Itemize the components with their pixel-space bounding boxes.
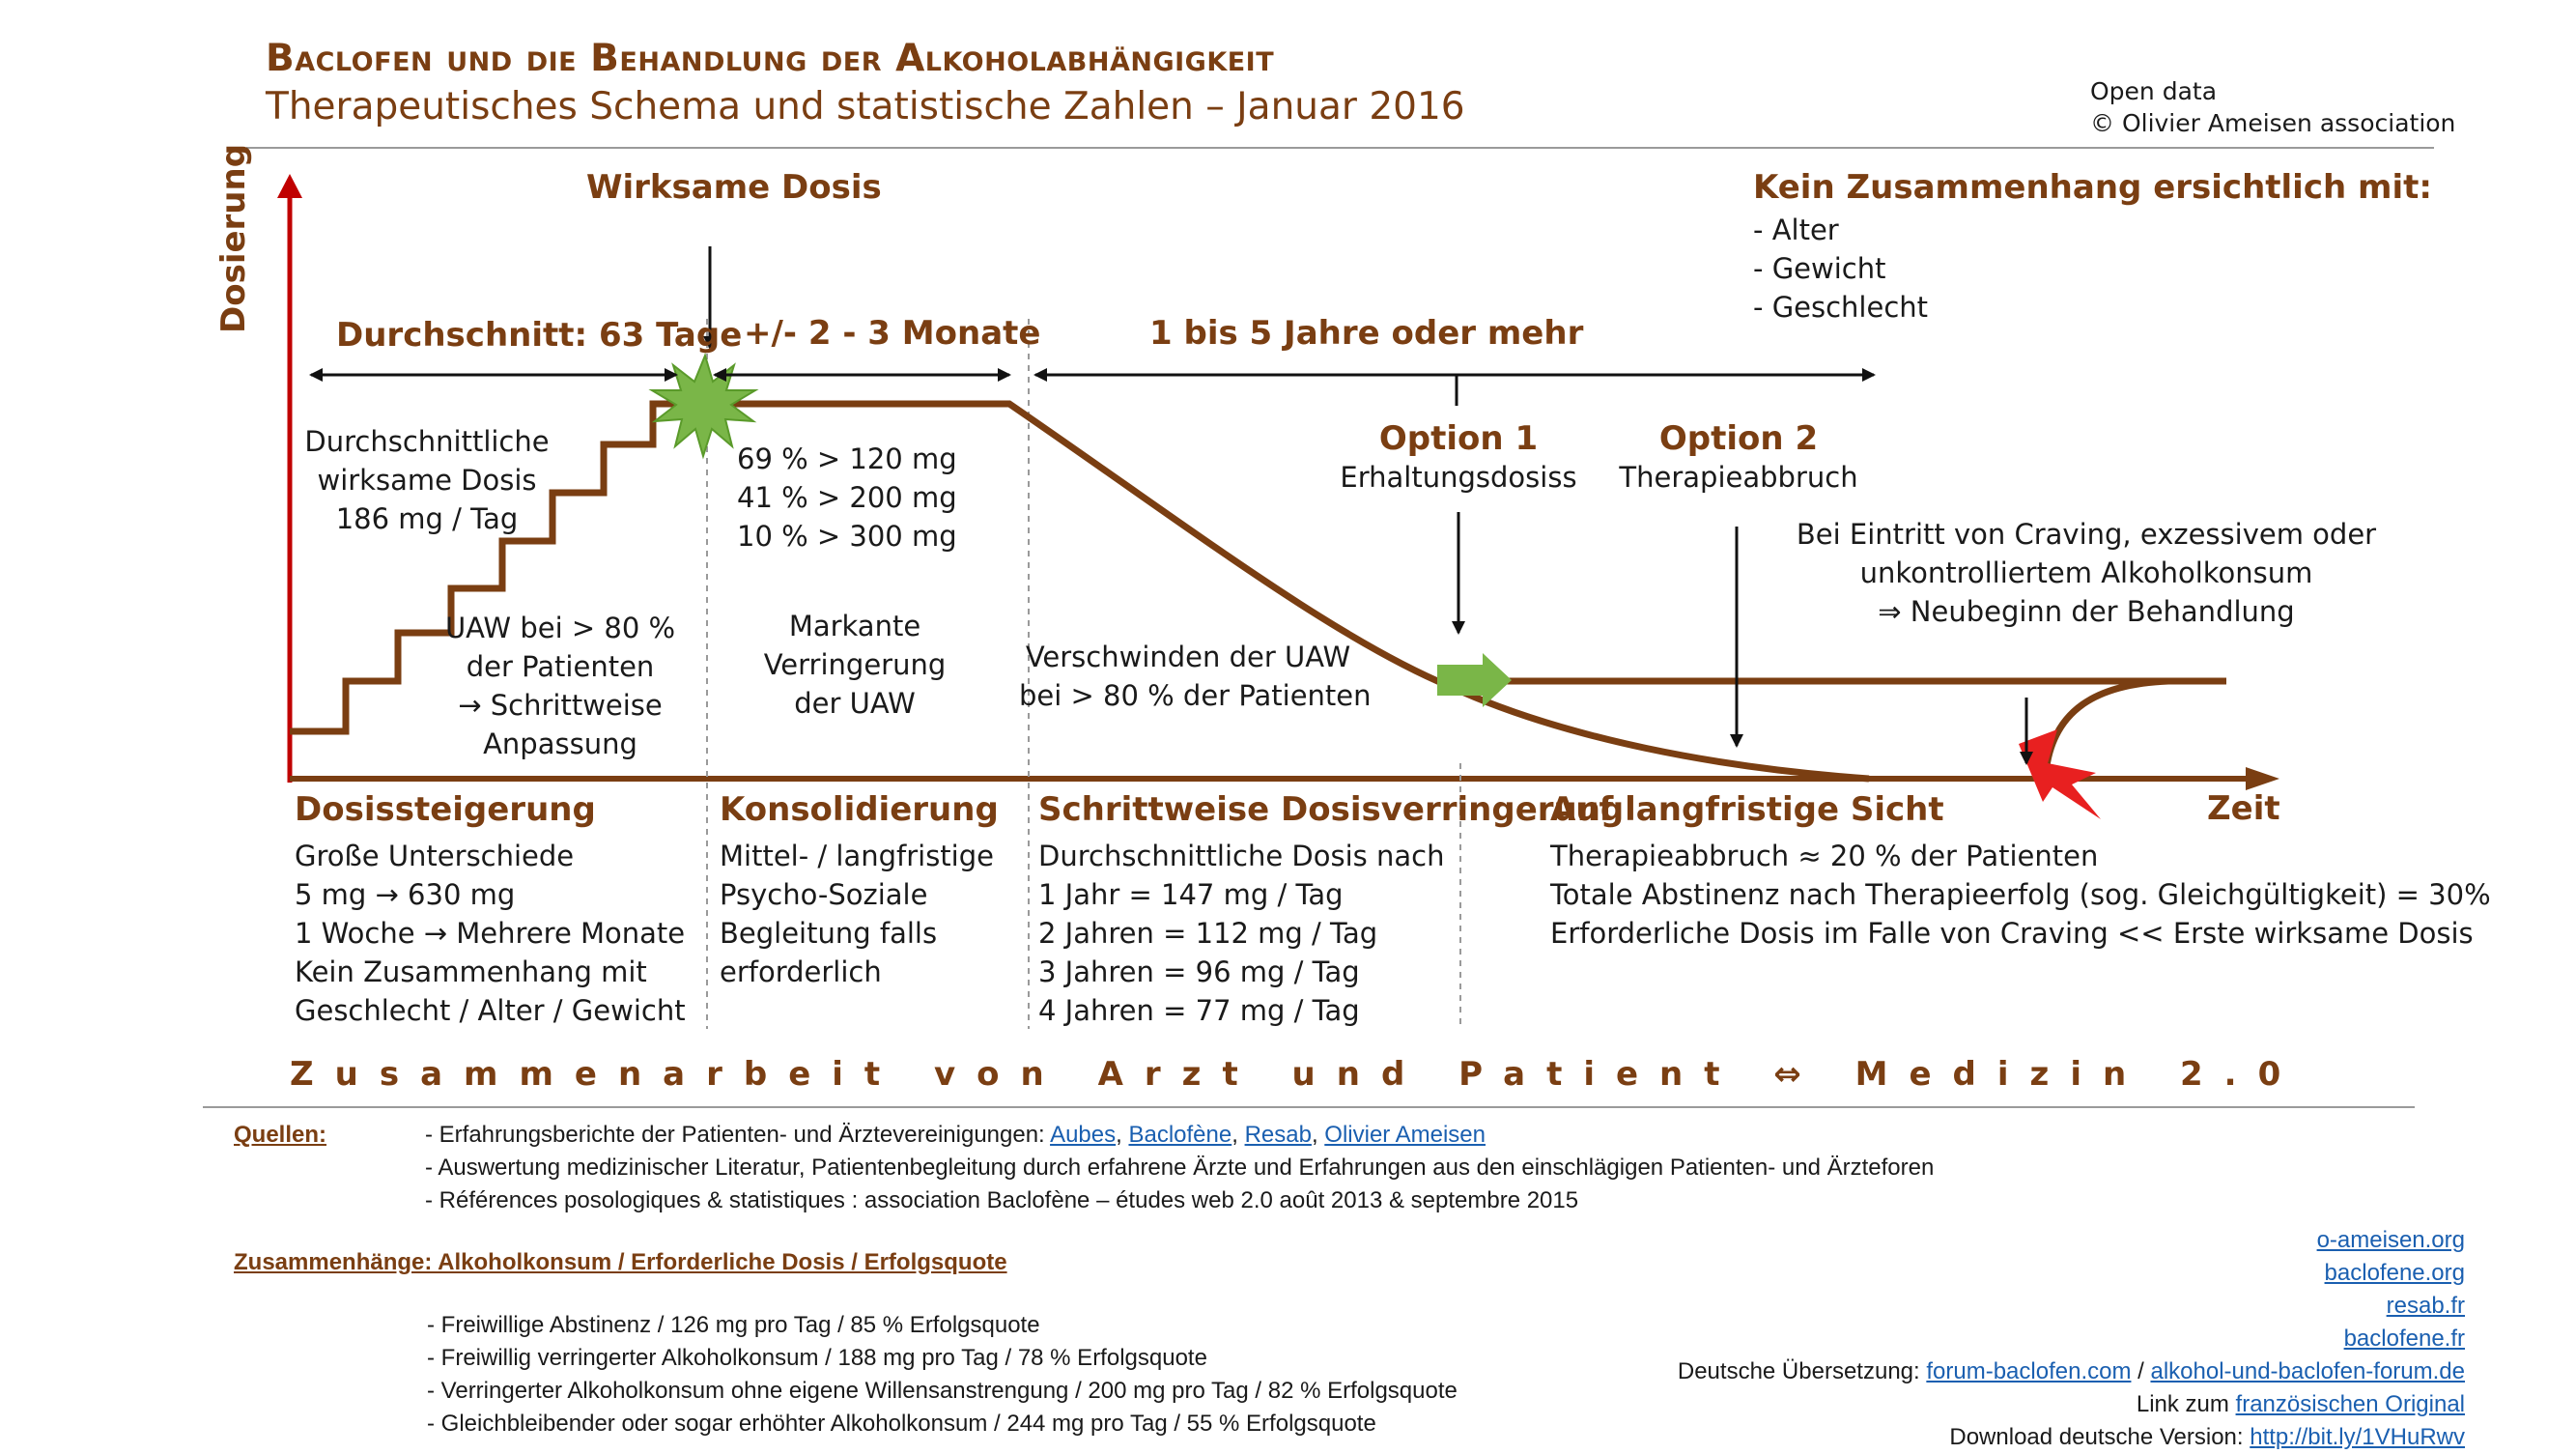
link-download[interactable]: http://bit.ly/1VHuRwv [2250,1424,2465,1450]
link-baclofene-org[interactable]: baclofene.org [2324,1260,2465,1286]
no-relation-title: Kein Zusammenhang ersichtlich mit: [1753,168,2432,207]
text-line: wirksame Dosis [317,464,537,497]
list-item: - Freiwillige Abstinenz / 126 mg pro Tag / 85 % Erfolgsquote [427,1312,1040,1338]
phase-text [720,837,999,991]
text-line: Kein Zusammenhang mit [295,955,647,988]
text-line: → Schrittweise [458,689,663,722]
text-line: Durchschnittliche [304,425,550,458]
phase-title: Dosissteigerung [295,790,596,829]
text-line: Verringerung [763,648,947,681]
text-line: der Patienten [466,650,655,683]
phase-text [1550,837,2491,953]
years-label: 1 bis 5 Jahre oder mehr [1149,314,1584,353]
phase-text [295,837,686,1030]
text-line: Geschlecht / Alter / Gewicht [295,994,686,1027]
link-aubes[interactable]: Aubes [1050,1122,1117,1148]
restart-curve [2046,681,2168,773]
months-label: +/- 2 - 3 Monate [744,314,1041,353]
text-line: Markante [788,610,921,642]
text-line: 1 Woche → Mehrere Monate [295,917,686,950]
text-line: 3 Jahren = 96 mg / Tag [1038,955,1360,988]
text-line: Therapieabbruch ≈ 20 % der Patienten [1550,840,2099,872]
text-line: 41 % > 200 mg [737,481,957,514]
side-effects-text [444,609,676,763]
text-line: Durchschnittliche Dosis nach [1038,840,1445,872]
text-line: 2 Jahren = 112 mg / Tag [1038,917,1378,950]
option-1-block [1314,419,1603,497]
source-line-2: - Auswertung medizinischer Literatur, Patientenbegleitung durch erfahrene Ärzte und Erfahrungen aus den einschlägigen Patienten- und Ärzteforen [425,1155,1935,1181]
phase-consolidation [720,790,999,991]
download-label: Download deutsche Version: [1949,1424,2250,1450]
dose-percentages-text [737,440,957,556]
text-line: bei > 80 % der Patienten [1019,679,1372,712]
copyright-label: © Olivier Ameisen association [2090,109,2456,137]
text-line: ⇒ Neubeginn der Behandlung [1878,595,2295,628]
link-olivier-ameisen[interactable]: Olivier Ameisen [1324,1122,1486,1148]
text-line: 186 mg / Tag [335,502,519,535]
translation-line [1678,1355,2465,1388]
text-line: 4 Jahren = 77 mg / Tag [1038,994,1360,1027]
phase-long-term [1550,790,2491,953]
text-line: Bei Eintritt von Craving, exzessivem oder [1796,518,2377,551]
text-line: erforderlich [720,955,882,988]
sources-list [425,1119,1934,1217]
phase-dose-reduction [1038,790,1624,1030]
phase-title: Konsolidierung [720,790,999,829]
page-title: Baclofen und die Behandlung der Alkoholabhängigkeit [266,37,1275,80]
original-label: Link zum [2136,1391,2236,1417]
text-line: 69 % > 120 mg [737,442,957,475]
average-dose-text [292,422,562,538]
option-2-title: Option 2 [1658,419,1819,458]
phase-text [1038,837,1624,1030]
link-baclofene[interactable]: Baclofène [1128,1122,1232,1148]
list-item: - Alter [1753,211,2432,249]
translation-label: Deutsche Übersetzung: [1677,1358,1927,1384]
x-axis-label: Zeit [2207,789,2280,828]
page-subtitle: Therapeutisches Schema und statistische Zahlen – Januar 2016 [266,85,1465,128]
link-alkohol-forum[interactable]: alkohol-und-baclofen-forum.de [2150,1358,2465,1384]
craving-text [1777,515,2395,631]
original-line [1678,1388,2465,1421]
text-line: der UAW [794,687,916,720]
text-line: Mittel- / langfristige [720,840,994,872]
option-2-block [1594,419,1883,497]
text-line: Anpassung [483,727,637,760]
text-line: Verschwinden der UAW [1025,641,1351,673]
option-2-subtitle: Therapieabbruch [1619,461,1858,494]
text-line: 1 Jahr = 147 mg / Tag [1038,878,1344,911]
text-line: 10 % > 300 mg [737,520,957,553]
y-axis-label: Dosierung [214,143,253,333]
text-line: Erforderliche Dosis im Falle von Craving << Erste wirksame Dosis [1550,917,2474,950]
relations-label: Zusammenhänge: Alkoholkonsum / Erforderliche Dosis / Erfolgsquote [234,1249,1007,1275]
phase-title: Auf langfristige Sicht [1550,790,1944,829]
list-item: - Geschlecht [1753,288,2432,327]
option-1-subtitle: Erhaltungsdosiss [1340,461,1577,494]
text-line: 5 mg → 630 mg [295,878,516,911]
separator: / [2131,1358,2151,1384]
option-1-title: Option 1 [1378,419,1539,458]
link-french-original[interactable]: französischen Original [2235,1391,2465,1417]
links-block [1678,1224,2465,1454]
no-relation-list [1753,211,2432,327]
sources-label: Quellen: [234,1122,327,1148]
phase-title: Schrittweise Dosisverringerung [1038,790,1625,829]
effective-dose-label: Wirksame Dosis [586,168,882,207]
text-line: unkontrolliertem Alkoholkonsum [1859,556,2313,589]
relations-list [427,1309,1458,1440]
source-line-1: - Erfahrungsberichte der Patienten- und Ärztevereinigungen: Aubes, Baclofène, Resab, Olivier Ameisen [425,1122,1486,1148]
list-item: - Freiwillig verringerter Alkoholkonsum / 188 mg pro Tag / 78 % Erfolgsquote [427,1345,1207,1371]
text-line: Totale Abstinenz nach Therapieerfolg (sog. Gleichgültigkeit) = 30% [1550,878,2491,911]
cooperation-banner: Zusammenarbeit von Arzt und Patient ⇔ Medizin 2.0 [290,1055,2303,1094]
text-line: Große Unterschiede [295,840,575,872]
source-line-3: - Références posologiques & statistiques : association Baclofène – études web 2.0 août 2013 & septembre 2015 [425,1187,1579,1213]
x-axis [290,767,2279,790]
list-item: - Gewicht [1753,249,2432,288]
link-forum-baclofen[interactable]: forum-baclofen.com [1926,1358,2132,1384]
link-resab-fr[interactable]: resab.fr [2386,1293,2465,1319]
link-baclofene-fr[interactable]: baclofene.fr [2343,1326,2465,1352]
list-item: - Verringerter Alkoholkonsum ohne eigene Willensanstrengung / 200 mg pro Tag / 82 % Erfolgsquote [427,1378,1458,1404]
list-item: - Gleichbleibender oder sogar erhöhter Alkoholkonsum / 244 mg pro Tag / 55 % Erfolgsquote [427,1411,1376,1437]
text-line: Begleitung falls [720,917,938,950]
text-line: UAW bei > 80 % [444,612,676,644]
link-resab[interactable]: Resab [1244,1122,1312,1148]
no-relation-block [1753,168,2432,327]
source-text: - Erfahrungsberichte der Patienten- und Ärztevereinigungen: [425,1122,1051,1148]
average-duration-label: Durchschnitt: 63 Tage [336,316,743,355]
reduced-side-effects-text [734,607,976,723]
side-effects-disappear-text [1019,638,1372,715]
phase-dose-increase [295,790,686,1030]
open-data-label: Open data [2090,77,2218,105]
text-line: Psycho-Soziale [720,878,928,911]
link-o-ameisen[interactable]: o-ameisen.org [2316,1227,2465,1253]
footer-divider [203,1106,2415,1108]
